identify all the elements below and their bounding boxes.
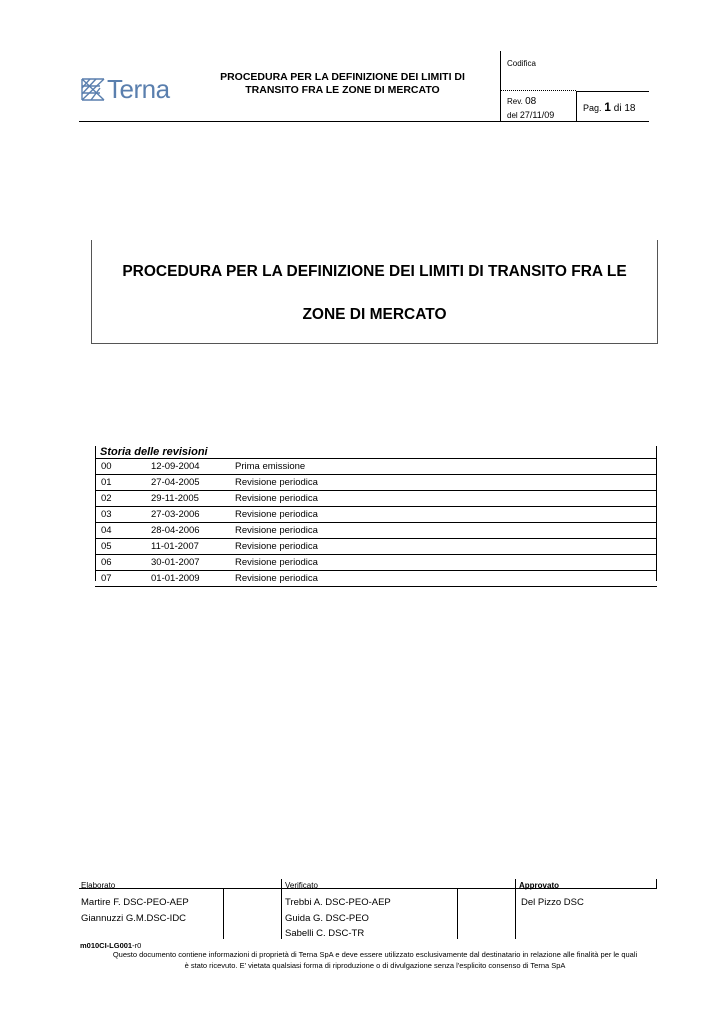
confidentiality-disclaimer bbox=[75, 950, 675, 971]
verificato-name: Trebbi A. DSC-PEO-AEP bbox=[285, 897, 391, 908]
approval-divider-2 bbox=[515, 879, 516, 939]
revision-row bbox=[95, 507, 657, 523]
revision-date: 01-01-2009 bbox=[145, 571, 229, 587]
revision-number: 03 bbox=[95, 507, 145, 523]
verificato-names bbox=[285, 895, 391, 942]
page-number: 1 bbox=[604, 100, 611, 114]
disclaimer-line1: Questo documento contiene informazioni di proprietà di Terna SpA e deve essere utilizzato esclusivamente dal destinatario in relazione alle finalità per le quali bbox=[112, 950, 638, 959]
revision-row bbox=[95, 555, 657, 571]
revision-number: 04 bbox=[95, 523, 145, 539]
revision-number: 05 bbox=[95, 539, 145, 555]
header-divider-vertical bbox=[500, 51, 501, 122]
approval-sign-divider-2 bbox=[457, 889, 458, 939]
date-value: 27/11/09 bbox=[519, 110, 555, 120]
header-page-divider bbox=[576, 91, 577, 122]
revision-row bbox=[95, 523, 657, 539]
revision-number: 01 bbox=[95, 475, 145, 491]
page-total: di 18 bbox=[613, 103, 636, 114]
elaborato-name: Giannuzzi G.M.DSC-IDC bbox=[81, 912, 187, 924]
header-page-separator bbox=[576, 91, 649, 92]
revision-number: 06 bbox=[95, 555, 145, 571]
revision-history-table bbox=[95, 459, 657, 587]
verificato-name: Sabelli C. DSC-TR bbox=[285, 928, 365, 939]
header-title-line1: PROCEDURA PER LA DEFINIZIONE DEI LIMITI DI bbox=[220, 71, 465, 83]
revision-date: 29-11-2005 bbox=[145, 491, 229, 507]
revision-description: Revisione periodica bbox=[229, 571, 657, 587]
revision-description: Prima emissione bbox=[229, 459, 657, 475]
revision-row bbox=[95, 571, 657, 587]
form-code-suffix: -r0 bbox=[132, 941, 142, 950]
revision-description: Revisione periodica bbox=[229, 523, 657, 539]
logo-wordmark: Terna bbox=[107, 74, 170, 104]
approval-right-edge bbox=[656, 879, 657, 889]
form-code bbox=[80, 941, 141, 950]
revision-date: 11-01-2007 bbox=[145, 539, 229, 555]
revision-row bbox=[95, 539, 657, 555]
approvato-name: Del Pizzo DSC bbox=[521, 897, 584, 908]
elaborato-names bbox=[81, 895, 189, 926]
revision-date: 30-01-2007 bbox=[145, 555, 229, 571]
verificato-name: Guida G. DSC-PEO bbox=[285, 912, 369, 924]
approval-top-rule bbox=[79, 888, 656, 889]
revision-label: Rev. bbox=[507, 97, 523, 106]
main-title-line1: PROCEDURA PER LA DEFINIZIONE DEI LIMITI DI TRANSITO FRA LE bbox=[122, 263, 627, 280]
form-code-value: m010CI-LG001 bbox=[80, 941, 133, 950]
revision-field bbox=[507, 96, 536, 107]
page-label: Pag. bbox=[583, 103, 602, 113]
revision-row bbox=[95, 475, 657, 491]
approvato-label: Approvato bbox=[519, 881, 559, 890]
terna-logo-icon bbox=[80, 76, 106, 102]
disclaimer-line2: è stato ricevuto. E' vietata qualsiasi forma di riproduzione o di divulgazione senza l'esplicito consenso di Terna SpA bbox=[184, 960, 566, 970]
header-bottom-rule bbox=[79, 121, 649, 122]
revision-number: 02 bbox=[95, 491, 145, 507]
revision-row bbox=[95, 491, 657, 507]
revision-number: 00 bbox=[95, 459, 145, 475]
revision-date: 28-04-2006 bbox=[145, 523, 229, 539]
header-document-title bbox=[215, 71, 470, 97]
elaborato-name: Martire F. DSC-PEO-AEP bbox=[81, 897, 189, 908]
approval-divider-1 bbox=[281, 879, 282, 939]
revision-history-body bbox=[95, 459, 657, 587]
codifica-label: Codifica bbox=[507, 59, 536, 68]
revision-history-caption: Storia delle revisioni bbox=[100, 446, 208, 458]
approvato-names bbox=[521, 895, 584, 911]
revision-description: Revisione periodica bbox=[229, 475, 657, 491]
revision-value: 08 bbox=[525, 96, 537, 107]
header-codifica-separator bbox=[500, 90, 576, 91]
revision-number: 07 bbox=[95, 571, 145, 587]
main-title-line2: ZONE DI MERCATO bbox=[302, 306, 447, 323]
revision-description: Revisione periodica bbox=[229, 555, 657, 571]
revision-date: 27-04-2005 bbox=[145, 475, 229, 491]
revision-date: 12-09-2004 bbox=[145, 459, 229, 475]
date-field bbox=[507, 110, 554, 120]
header-title-line2: TRANSITO FRA LE ZONE DI MERCATO bbox=[245, 84, 440, 96]
main-title-box bbox=[91, 240, 658, 344]
date-label: del bbox=[507, 111, 518, 120]
revision-row bbox=[95, 459, 657, 475]
elaborato-label: Elaborato bbox=[81, 881, 116, 890]
approval-sign-divider-1 bbox=[223, 889, 224, 939]
revision-date: 27-03-2006 bbox=[145, 507, 229, 523]
revision-description: Revisione periodica bbox=[229, 539, 657, 555]
verificato-label: Verificato bbox=[285, 881, 318, 890]
revision-description: Revisione periodica bbox=[229, 507, 657, 523]
revision-description: Revisione periodica bbox=[229, 491, 657, 507]
page-indicator bbox=[583, 100, 635, 114]
